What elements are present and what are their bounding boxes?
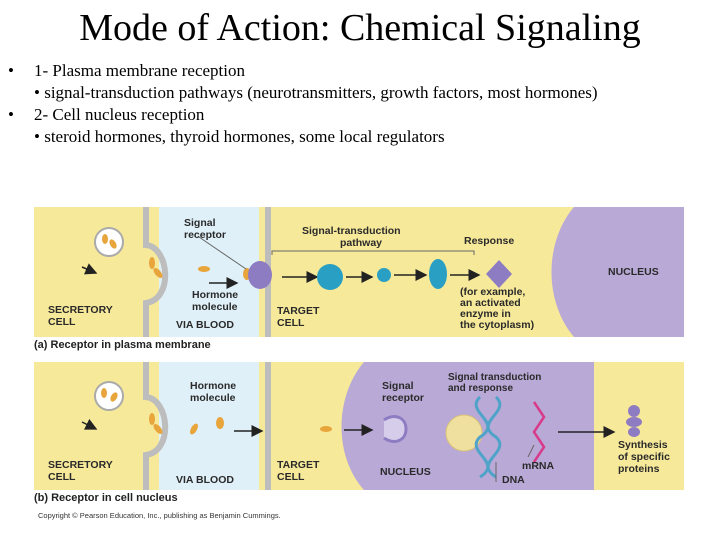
target-cell-label: TARGET — [277, 305, 320, 317]
hormone-molecule — [320, 426, 332, 432]
hormone-molecule — [149, 413, 155, 425]
secretory-cell-label: CELL — [48, 316, 76, 328]
dna-label: DNA — [502, 474, 525, 486]
response-example: enzyme in — [460, 308, 511, 320]
target-cell-label: CELL — [277, 317, 305, 329]
bullet-subtext: • steroid hormones, thyroid hormones, some local regulators — [34, 127, 445, 146]
target-cell-label: CELL — [277, 471, 305, 483]
response-example: an activated — [460, 297, 521, 309]
signal-receptor-label: Signal — [382, 380, 414, 392]
bullet-item — [8, 60, 708, 104]
signaling-figure — [34, 207, 684, 507]
relay-molecule — [429, 259, 447, 289]
via-blood-label: VIA BLOOD — [176, 319, 234, 331]
response-example: the cytoplasm) — [460, 319, 535, 331]
secretory-cell-label: SECRETORY — [48, 304, 113, 316]
synthesis-label: Synthesis — [618, 439, 668, 451]
synthesis-label: proteins — [618, 463, 660, 475]
bullet-marker: • — [8, 105, 14, 124]
hormone-molecule — [216, 417, 224, 429]
secretory-cell-label: SECRETORY — [48, 459, 113, 471]
hormone-molecule-label: molecule — [192, 301, 238, 313]
pathway-label: Signal-transduction — [302, 225, 401, 237]
synthesis-label: of specific — [618, 451, 670, 463]
hormone-vesicle — [95, 382, 123, 410]
response-example: (for example, — [460, 286, 526, 298]
hormone-molecule — [198, 266, 210, 272]
panel-b — [34, 362, 684, 490]
transduction-label: Signal transduction — [448, 372, 542, 383]
transduction-label: and response — [448, 383, 514, 394]
hormone-molecule-label: molecule — [190, 392, 236, 404]
hormone-vesicle — [95, 228, 123, 256]
protein-icon — [626, 405, 642, 437]
signal-receptor-label: receptor — [184, 229, 227, 241]
via-blood-label: VIA BLOOD — [176, 474, 234, 486]
panel-a — [34, 207, 684, 337]
panel-b-caption: (b) Receptor in cell nucleus — [34, 492, 178, 504]
signal-receptor-shape — [248, 261, 272, 289]
signal-receptor-label: Signal — [184, 217, 216, 229]
hormone-molecule — [149, 257, 155, 269]
hormone-molecule-label: Hormone — [190, 380, 237, 392]
bullet-subtext: • signal-transduction pathways (neurotransmitters, growth factors, most hormones) — [34, 83, 598, 102]
bullet-marker: • — [8, 61, 14, 80]
intracellular-receptor — [384, 417, 406, 442]
copyright-notice: Copyright © Pearson Education, Inc., publishing as Benjamin Cummings. — [38, 511, 281, 520]
nucleus-label: NUCLEUS — [608, 266, 659, 278]
pathway-label: pathway — [340, 237, 383, 249]
relay-molecule — [317, 264, 343, 290]
bullet-text: 1- Plasma membrane reception — [34, 61, 246, 80]
hormone-molecule-label: Hormone — [192, 289, 239, 301]
signal-receptor-label: receptor — [382, 392, 425, 404]
response-label: Response — [464, 235, 515, 247]
relay-molecule — [377, 268, 391, 282]
bullet-item — [8, 104, 708, 148]
secretory-cell-label: CELL — [48, 471, 76, 483]
bullet-text: 2- Cell nucleus reception — [34, 105, 205, 124]
panel-a-caption: (a) Receptor in plasma membrane — [34, 339, 211, 351]
target-cell-label: TARGET — [277, 459, 320, 471]
nucleus-label: NUCLEUS — [380, 466, 431, 478]
mrna-label: mRNA — [522, 460, 555, 472]
bullet-list — [8, 60, 708, 148]
slide-title: Mode of Action: Chemical Signaling — [79, 7, 641, 49]
